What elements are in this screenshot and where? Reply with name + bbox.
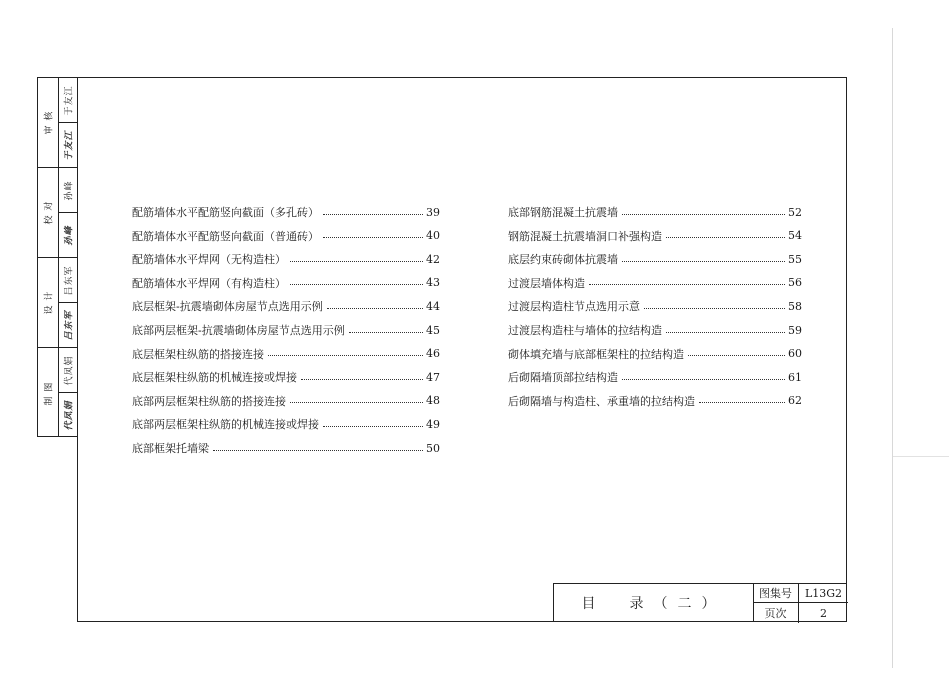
toc-entry-page: 55	[788, 252, 802, 266]
toc-entry	[132, 415, 440, 433]
toc-entry	[132, 274, 440, 292]
toc-leader	[290, 284, 423, 285]
toc-entry-title: 底部钢筋混凝土抗震墙	[508, 206, 618, 219]
toc-entry-title: 过渡层墙体构造	[508, 276, 585, 290]
toc-entry-title: 钢筋混凝土抗震墙洞口补强构造	[508, 229, 662, 243]
sheet-edge-tick	[893, 456, 949, 457]
sig-check-cell	[58, 213, 78, 258]
toc-entry-page: 54	[788, 229, 802, 243]
toc-leader	[589, 284, 785, 285]
role-drawing-cell	[38, 348, 58, 438]
toc-right	[508, 203, 802, 413]
toc-entry-title: 底层约束砖砌体抗震墙	[508, 253, 618, 267]
toc-entry	[508, 227, 802, 245]
toc-entry-page: 52	[788, 205, 802, 219]
role-review: 审 核	[44, 110, 55, 135]
toc-entry-page: 44	[426, 299, 440, 313]
toc-entry-page: 46	[426, 347, 440, 361]
sheet-title: 目 录（二）	[554, 584, 754, 622]
name-design-cell	[58, 258, 78, 303]
toc-entry-page: 62	[788, 394, 802, 408]
toc-entry-page: 43	[426, 276, 440, 290]
toc-entry-title: 底部两层框架柱纵筋的机械连接或焊接	[132, 418, 319, 432]
toc-leader	[327, 308, 423, 309]
toc-entry-page: 56	[788, 276, 802, 290]
toc-entry-page: 59	[788, 323, 802, 337]
toc-entry	[132, 392, 440, 410]
toc-leader	[622, 214, 785, 215]
name-drawing-cell	[58, 348, 78, 393]
toc-leader	[622, 261, 785, 262]
toc-entry	[132, 368, 440, 386]
toc-leader	[666, 332, 785, 333]
toc-entry	[132, 439, 440, 457]
toc-leader	[290, 261, 423, 262]
toc-entry-title: 底部框架托墙梁	[132, 442, 209, 455]
role-drawing: 制 图	[44, 381, 55, 405]
toc-leader	[349, 332, 423, 333]
toc-entry	[508, 368, 802, 386]
toc-entry	[132, 250, 440, 268]
toc-entry-page: 40	[426, 229, 440, 243]
toc-leader	[699, 402, 785, 403]
toc-leader	[323, 237, 423, 238]
toc-entry-title: 底层框架柱纵筋的机械连接或焊接	[132, 371, 297, 385]
name-review: 于友江	[64, 84, 75, 116]
toc-entry-page: 39	[426, 205, 440, 219]
toc-entry-title: 底层框架-抗震墙砌体房屋节点选用示例	[132, 300, 323, 314]
sig-drawing-cell	[58, 393, 78, 438]
atlas-number-value: L13G2	[799, 584, 848, 603]
sig-design-cell	[58, 303, 78, 348]
toc-entry-title: 底层框架柱纵筋的搭接连接	[132, 347, 264, 361]
toc-left	[132, 203, 440, 463]
toc-entry-page: 45	[426, 323, 440, 337]
toc-entry	[508, 321, 802, 339]
toc-entry-title: 砌体填充墙与底部框架柱的拉结构造	[508, 347, 684, 361]
toc-entry	[508, 250, 802, 268]
toc-entry	[132, 203, 440, 221]
toc-leader	[644, 308, 785, 309]
toc-entry-title: 配筋墙体水平焊网（无构造柱）	[132, 253, 286, 267]
page-number-value: 2	[820, 606, 827, 620]
toc-leader	[323, 426, 423, 427]
toc-entry	[508, 297, 802, 315]
toc-entry-page: 47	[426, 370, 440, 384]
toc-entry-title: 过渡层构造柱节点选用示意	[508, 300, 640, 314]
toc-entry-title: 底部两层框架-抗震墙砌体房屋节点选用示例	[132, 324, 345, 337]
role-check: 校 对	[44, 200, 55, 225]
toc-entry-title: 配筋墙体水平配筋竖向截面（多孔砖）	[132, 206, 319, 219]
signature-drawing: 代凤娟	[64, 400, 75, 431]
toc-entry-title: 配筋墙体水平配筋竖向截面（普通砖）	[132, 229, 319, 243]
toc-entry-title: 底部两层框架柱纵筋的搭接连接	[132, 394, 286, 408]
toc-entry-title: 后砌隔墙与构造柱、承重墙的拉结构造	[508, 394, 695, 408]
atlas-number-label: 图集号	[753, 584, 799, 603]
toc-entry	[508, 274, 802, 292]
toc-leader	[301, 379, 423, 380]
name-drawing: 代凤娟	[64, 354, 75, 386]
role-review-cell	[38, 78, 58, 168]
name-check: 孙峰	[64, 179, 75, 201]
name-review-cell	[58, 78, 78, 123]
name-check-cell	[58, 168, 78, 213]
toc-leader	[213, 450, 423, 451]
sign-strip	[37, 77, 77, 437]
page-number-label: 页次	[753, 603, 799, 623]
role-design: 设 计	[44, 290, 55, 315]
toc-leader	[622, 379, 785, 380]
toc-leader	[290, 402, 423, 403]
toc-entry-page: 42	[426, 252, 440, 266]
toc-entry-title: 过渡层构造柱与墙体的拉结构造	[508, 324, 662, 337]
signature-check: 孙峰	[64, 224, 75, 246]
toc-entry	[132, 345, 440, 363]
sheet-edge-line	[892, 28, 893, 668]
toc-entry	[132, 321, 440, 339]
toc-leader	[666, 237, 785, 238]
toc-leader	[323, 214, 423, 215]
toc-entry-page: 48	[426, 394, 440, 408]
role-design-cell	[38, 258, 58, 348]
toc-entry-page: 49	[426, 417, 440, 431]
sign-strip-roles	[38, 78, 59, 436]
toc-entry	[508, 203, 802, 221]
toc-entry-page: 50	[426, 441, 440, 455]
toc-entry-title: 后砌隔墙顶部拉结构造	[508, 371, 618, 385]
toc-leader	[688, 355, 785, 356]
role-check-cell	[38, 168, 58, 258]
toc-entry	[132, 297, 440, 315]
signature-review: 于友江	[64, 129, 75, 161]
toc-entry-title: 配筋墙体水平焊网（有构造柱）	[132, 276, 286, 290]
toc-entry-page: 61	[788, 370, 802, 384]
toc-entry	[508, 392, 802, 410]
name-design: 吕东军	[64, 264, 75, 296]
sign-strip-names	[58, 78, 78, 436]
toc-entry-page: 60	[788, 347, 802, 361]
sig-review-cell	[58, 123, 78, 168]
title-block	[553, 583, 847, 622]
toc-entry	[132, 227, 440, 245]
toc-entry-page: 58	[788, 299, 802, 313]
toc-entry	[508, 345, 802, 363]
signature-design: 吕东军	[64, 309, 75, 341]
toc-leader	[268, 355, 423, 356]
